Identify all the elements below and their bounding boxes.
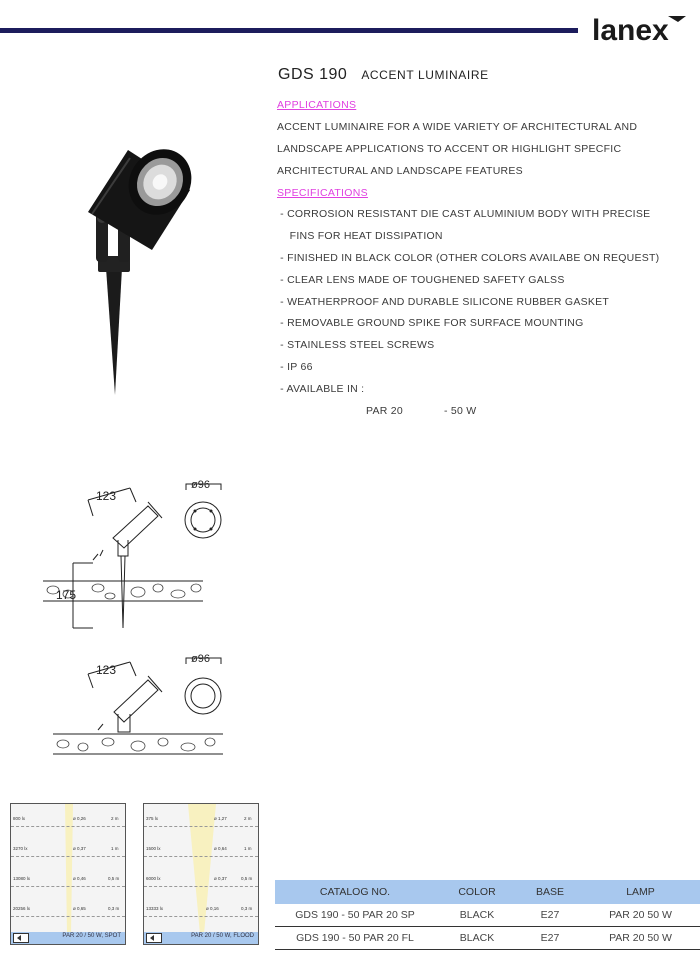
catalog-header-row <box>275 880 700 904</box>
lux-value: 800 lx <box>13 816 26 821</box>
beam-diameter: ø 1,27 <box>214 816 227 821</box>
available-lamp: PAR 20 <box>366 405 403 417</box>
dimension-drawing-surface <box>48 652 228 762</box>
dim-diameter-bottom: ø96 <box>191 653 210 665</box>
distance: 0,5 m <box>108 876 120 881</box>
col-base: BASE <box>519 880 581 904</box>
chart-caption: PAR 20 / 50 W, FLOOD <box>191 933 254 939</box>
spec-line: - CORROSION RESISTANT DIE CAST ALUMINIUM BODY WITH PRECISE <box>277 208 651 220</box>
col-color: COLOR <box>435 880 519 904</box>
applications-line: LANDSCAPE APPLICATIONS TO ACCENT OR HIGHLIGHT SPECFIC <box>277 143 622 155</box>
page-title <box>278 66 489 84</box>
lamp: PAR 20 50 W <box>581 927 700 950</box>
product-photo <box>78 140 198 400</box>
distance: 2 m <box>244 816 252 821</box>
spec-line: - REMOVABLE GROUND SPIKE FOR SURFACE MOUNTING <box>277 317 584 329</box>
distance: 0,3 m <box>241 906 253 911</box>
base: E27 <box>519 927 581 950</box>
spec-line: - STAINLESS STEEL SCREWS <box>277 339 435 351</box>
chart-caption-bar <box>11 932 125 944</box>
applications-line: ARCHITECTURAL AND LANDSCAPE FEATURES <box>277 165 523 177</box>
beam-diameter: ø 0,16 <box>206 906 219 911</box>
spec-line: - FINISHED IN BLACK COLOR (OTHER COLORS AVAILABE ON REQUEST) <box>277 252 660 264</box>
brand-logo-text: lanex <box>592 14 669 46</box>
product-code: GDS 190 <box>278 66 348 83</box>
beam-diameter: ø 0,65 <box>73 906 86 911</box>
chart-caption: PAR 20 / 50 W, SPOT <box>62 933 121 939</box>
table-row <box>275 904 700 927</box>
photometric-chart-spot <box>10 803 126 945</box>
lux-value: 20256 lx <box>13 906 31 911</box>
lamp: PAR 20 50 W <box>581 904 700 927</box>
distance: 2 m <box>111 816 119 821</box>
spec-line: FINS FOR HEAT DISSIPATION <box>277 230 443 242</box>
distance: 0,3 m <box>108 906 120 911</box>
catalog-no: GDS 190 - 50 PAR 20 FL <box>275 927 435 950</box>
available-watt: - 50 W <box>444 405 477 417</box>
col-catalog-no: CATALOG NO. <box>275 880 435 904</box>
product-name: ACCENT LUMINAIRE <box>361 68 489 82</box>
spec-line: - WEATHERPROOF AND DURABLE SILICONE RUBBER GASKET <box>277 296 610 308</box>
beam-diameter: ø 0,37 <box>73 846 86 851</box>
header-bar <box>0 28 578 33</box>
color: BLACK <box>435 927 519 950</box>
lux-value: 1500 lx <box>146 846 161 851</box>
lux-value: 13333 lx <box>146 906 164 911</box>
applications-heading: APPLICATIONS <box>277 99 357 111</box>
distance: 1 m <box>244 846 252 851</box>
lux-value: 6000 lx <box>146 876 161 881</box>
brand-logo <box>590 10 694 46</box>
spec-line: - AVAILABLE IN : <box>277 383 365 395</box>
dimension-drawing-spike <box>38 478 228 638</box>
spec-line: - CLEAR LENS MADE OF TOUGHENED SAFETY GALSS <box>277 274 565 286</box>
distance: 0,5 m <box>241 876 253 881</box>
beam-diameter: ø 0,26 <box>73 816 86 821</box>
beam-diameter: ø 0,64 <box>214 846 227 851</box>
applications-line: ACCENT LUMINAIRE FOR A WIDE VARIETY OF ARCHITECTURAL AND <box>277 121 638 133</box>
dim-width-top: 123 <box>96 489 117 503</box>
specifications-heading: SPECIFICATIONS <box>277 187 368 199</box>
spec-line: - IP 66 <box>277 361 313 373</box>
beam-diameter: ø 0,37 <box>214 876 227 881</box>
chart-caption-bar <box>144 932 258 944</box>
lux-value: 375 lx <box>146 816 159 821</box>
dim-width-bottom: 123 <box>96 663 117 677</box>
lux-value: 13080 lx <box>13 876 31 881</box>
base: E27 <box>519 904 581 927</box>
beam-diameter: ø 0,46 <box>73 876 86 881</box>
dim-diameter-top: ø96 <box>191 479 210 491</box>
color: BLACK <box>435 904 519 927</box>
lux-value: 3270 lx <box>13 846 28 851</box>
catalog-table <box>275 880 700 950</box>
catalog-no: GDS 190 - 50 PAR 20 SP <box>275 904 435 927</box>
col-lamp: LAMP <box>581 880 700 904</box>
photometric-chart-flood <box>143 803 259 945</box>
distance: 1 m <box>111 846 119 851</box>
dim-spike: 175 <box>56 588 77 602</box>
table-row <box>275 927 700 950</box>
